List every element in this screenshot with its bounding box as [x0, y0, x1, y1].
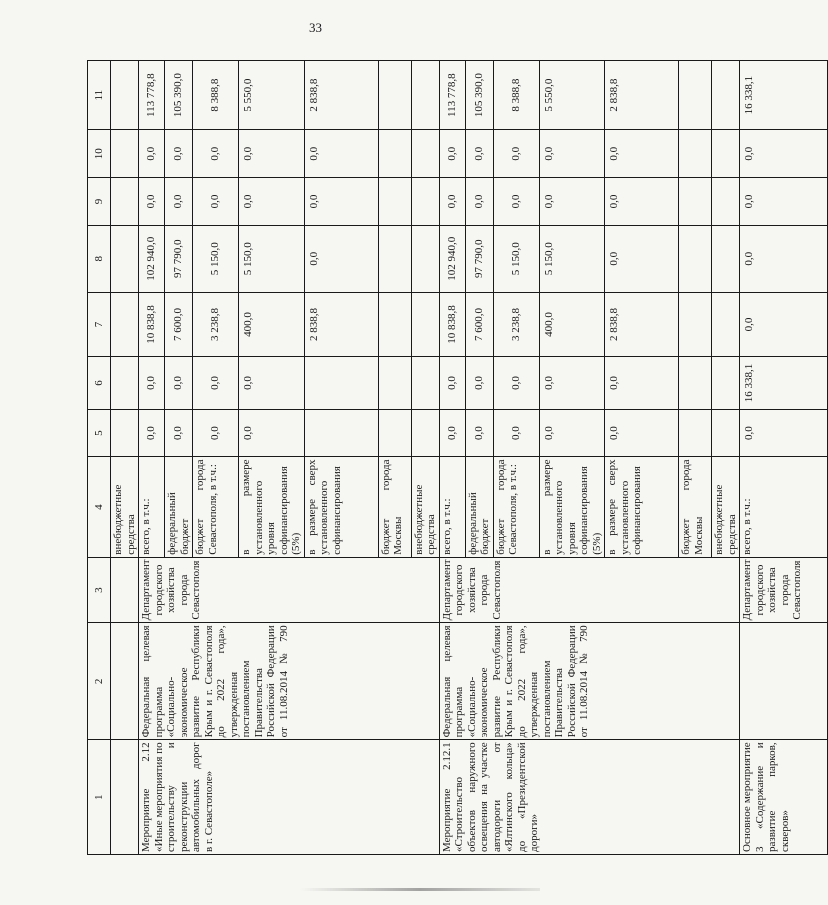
amount-cell: 0,0 [439, 357, 465, 410]
column-number-cell: 10 [88, 130, 111, 178]
amount-cell [378, 130, 411, 178]
amount-cell: 3 238,8 [493, 292, 539, 356]
amount-cell: 0,0 [605, 178, 679, 226]
header-row [88, 61, 111, 855]
empty-cell [111, 557, 139, 623]
funding-source-cell: бюджет города Севастополя, в т.ч.: [193, 457, 239, 557]
amount-cell: 113 778,8 [439, 61, 465, 130]
empty-cell [111, 740, 139, 855]
empty-cell [111, 178, 139, 226]
amount-cell [679, 225, 712, 292]
amount-cell [411, 178, 439, 226]
amount-cell [679, 178, 712, 226]
amount-cell: 0,0 [493, 357, 539, 410]
column-number-cell: 6 [88, 357, 111, 410]
amount-cell: 0,0 [239, 409, 305, 457]
amount-cell: 0,0 [193, 130, 239, 178]
amount-cell: 0,0 [539, 178, 605, 226]
column-number-cell: 2 [88, 623, 111, 740]
column-number-cell: 8 [88, 225, 111, 292]
amount-cell: 0,0 [165, 409, 193, 457]
amount-cell: 0,0 [439, 130, 465, 178]
amount-cell: 0,0 [605, 409, 679, 457]
amount-cell [712, 61, 740, 130]
amount-cell: 0,0 [493, 178, 539, 226]
executor-cell: Департамент городского хозяйства города Севастополя [139, 557, 440, 623]
amount-cell: 400,0 [239, 292, 305, 356]
amount-cell [679, 409, 712, 457]
amount-cell: 0,0 [239, 130, 305, 178]
page-number: 33 [309, 20, 322, 35]
amount-cell: 5 150,0 [193, 225, 239, 292]
activity-name-cell: Мероприятие 2.12.1 «Строительство объектов наружного освещения на участке автодороги от «Ялтинского кольца» до «Президентской дороги» [439, 740, 740, 855]
amount-cell [712, 225, 740, 292]
column-number-cell: 7 [88, 292, 111, 356]
amount-cell: 0,0 [465, 130, 493, 178]
empty-cell [111, 623, 139, 740]
amount-cell: 105 390,0 [165, 61, 193, 130]
amount-cell: 2 838,8 [304, 292, 378, 356]
amount-cell: 0,0 [139, 130, 165, 178]
table-row [439, 61, 465, 855]
amount-cell: 0,0 [439, 178, 465, 226]
amount-cell: 5 150,0 [493, 225, 539, 292]
amount-cell: 0,0 [239, 357, 305, 410]
amount-cell [304, 409, 378, 457]
amount-cell [378, 357, 411, 410]
executor-cell: Департамент городского хозяйства города Севастополя [740, 557, 828, 623]
continuation-row [111, 61, 139, 855]
amount-cell: 0,0 [439, 409, 465, 457]
funding-source-cell: в размере установленного уровня софинансирования (5%) [539, 457, 605, 557]
empty-cell [111, 292, 139, 356]
amount-cell: 0,0 [165, 357, 193, 410]
funding-source-cell: федеральный бюджет [165, 457, 193, 557]
amount-cell: 0,0 [465, 357, 493, 410]
source-cell: внебюджетные средства [111, 457, 139, 557]
amount-cell [378, 61, 411, 130]
amount-cell: 0,0 [139, 357, 165, 410]
column-number-cell: 4 [88, 457, 111, 557]
amount-cell [411, 357, 439, 410]
amount-cell: 0,0 [139, 409, 165, 457]
amount-cell [378, 178, 411, 226]
amount-cell [411, 409, 439, 457]
amount-cell: 0,0 [740, 225, 828, 292]
amount-cell: 0,0 [304, 130, 378, 178]
amount-cell [679, 357, 712, 410]
amount-cell [712, 357, 740, 410]
amount-cell: 0,0 [193, 357, 239, 410]
amount-cell [712, 292, 740, 356]
amount-cell: 0,0 [165, 130, 193, 178]
executor-cell: Департамент городского хозяйства города Севастополя [439, 557, 740, 623]
program-cell [740, 623, 828, 740]
amount-cell: 0,0 [165, 178, 193, 226]
amount-cell: 0,0 [539, 357, 605, 410]
column-number-cell: 3 [88, 557, 111, 623]
funding-source-cell: бюджет города Севастополя, в т.ч.: [493, 457, 539, 557]
amount-cell: 0,0 [193, 409, 239, 457]
amount-cell: 5 550,0 [539, 61, 605, 130]
amount-cell: 0,0 [139, 178, 165, 226]
amount-cell: 0,0 [304, 178, 378, 226]
amount-cell: 0,0 [740, 409, 828, 457]
amount-cell: 16 338,1 [740, 357, 828, 410]
amount-cell: 2 838,8 [605, 292, 679, 356]
amount-cell: 7 600,0 [465, 292, 493, 356]
funding-source-cell: бюджет города Москвы [378, 457, 411, 557]
amount-cell: 97 790,0 [165, 225, 193, 292]
funding-source-cell: всего, в т.ч.: [740, 457, 828, 557]
amount-cell: 400,0 [539, 292, 605, 356]
amount-cell [378, 292, 411, 356]
amount-cell [411, 130, 439, 178]
amount-cell: 0,0 [740, 292, 828, 356]
amount-cell: 2 838,8 [304, 61, 378, 130]
funding-source-cell: в размере установленного уровня софинансирования (5%) [239, 457, 305, 557]
column-number-cell: 9 [88, 178, 111, 226]
amount-cell [411, 225, 439, 292]
table-row [139, 61, 165, 855]
program-cell: Федеральная целевая программа «Социально-экономическое развитие Республики Крым и г. Севастополя до 2022 года», утвержденная постановлением Правительства Российской Федерации от 11.08.2014 № 790 [439, 623, 740, 740]
funding-source-cell: всего, в т.ч.: [139, 457, 165, 557]
amount-cell: 8 388,8 [493, 61, 539, 130]
amount-cell: 0,0 [193, 178, 239, 226]
amount-cell [679, 292, 712, 356]
empty-cell [111, 357, 139, 410]
amount-cell [411, 61, 439, 130]
amount-cell: 0,0 [304, 225, 378, 292]
amount-cell [712, 130, 740, 178]
amount-cell: 8 388,8 [193, 61, 239, 130]
amount-cell [679, 130, 712, 178]
empty-cell [111, 225, 139, 292]
empty-cell [111, 409, 139, 457]
empty-cell [111, 130, 139, 178]
table-body [88, 61, 828, 855]
amount-cell: 113 778,8 [139, 61, 165, 130]
amount-cell: 0,0 [539, 130, 605, 178]
amount-cell [712, 409, 740, 457]
empty-cell [111, 61, 139, 130]
amount-cell: 0,0 [605, 357, 679, 410]
amount-cell: 0,0 [605, 130, 679, 178]
amount-cell [378, 409, 411, 457]
funding-source-cell: всего, в т.ч.: [439, 457, 465, 557]
rotated-table-wrapper [87, 60, 803, 855]
amount-cell: 10 838,8 [139, 292, 165, 356]
amount-cell: 5 550,0 [239, 61, 305, 130]
amount-cell: 97 790,0 [465, 225, 493, 292]
activity-name-cell: Основное мероприятие 3 «Содержание и развитие парков, скверов» [740, 740, 828, 855]
amount-cell: 0,0 [740, 178, 828, 226]
amount-cell: 5 150,0 [539, 225, 605, 292]
amount-cell [679, 61, 712, 130]
amount-cell: 5 150,0 [239, 225, 305, 292]
amount-cell: 0,0 [605, 225, 679, 292]
amount-cell [411, 292, 439, 356]
amount-cell: 0,0 [239, 178, 305, 226]
amount-cell [304, 357, 378, 410]
column-number-cell: 5 [88, 409, 111, 457]
program-cell: Федеральная целевая программа «Социально-экономическое развитие Республики Крым и г. Севастополя до 2022 года», утвержденная постановлением Правительства Российской Федерации от 11.08.2014 № 790 [139, 623, 440, 740]
amount-cell: 0,0 [740, 130, 828, 178]
amount-cell [378, 225, 411, 292]
amount-cell: 3 238,8 [193, 292, 239, 356]
amount-cell: 0,0 [493, 409, 539, 457]
budget-table [87, 60, 828, 855]
amount-cell [712, 178, 740, 226]
column-number-cell: 11 [88, 61, 111, 130]
amount-cell: 0,0 [465, 178, 493, 226]
amount-cell: 0,0 [539, 409, 605, 457]
amount-cell: 102 940,0 [139, 225, 165, 292]
amount-cell: 105 390,0 [465, 61, 493, 130]
amount-cell: 0,0 [493, 130, 539, 178]
amount-cell: 102 940,0 [439, 225, 465, 292]
funding-source-cell: федеральный бюджет [465, 457, 493, 557]
funding-source-cell: бюджет города Москвы [679, 457, 712, 557]
funding-source-cell: в размере сверх установленного софинансирования [605, 457, 679, 557]
funding-source-cell: в размере сверх установленного софинансирования [304, 457, 378, 557]
activity-name-cell: Мероприятие 2.12 «Иные мероприятия по строительству и реконструкции автомобильных дорог в г. Севастополе» [139, 740, 440, 855]
funding-source-cell: внебюджетные средства [712, 457, 740, 557]
amount-cell: 7 600,0 [165, 292, 193, 356]
scan-artifact [300, 888, 540, 891]
amount-cell: 10 838,8 [439, 292, 465, 356]
table-row [740, 61, 828, 855]
amount-cell: 0,0 [465, 409, 493, 457]
funding-source-cell: внебюджетные средства [411, 457, 439, 557]
amount-cell: 16 338,1 [740, 61, 828, 130]
column-number-cell: 1 [88, 740, 111, 855]
amount-cell: 2 838,8 [605, 61, 679, 130]
